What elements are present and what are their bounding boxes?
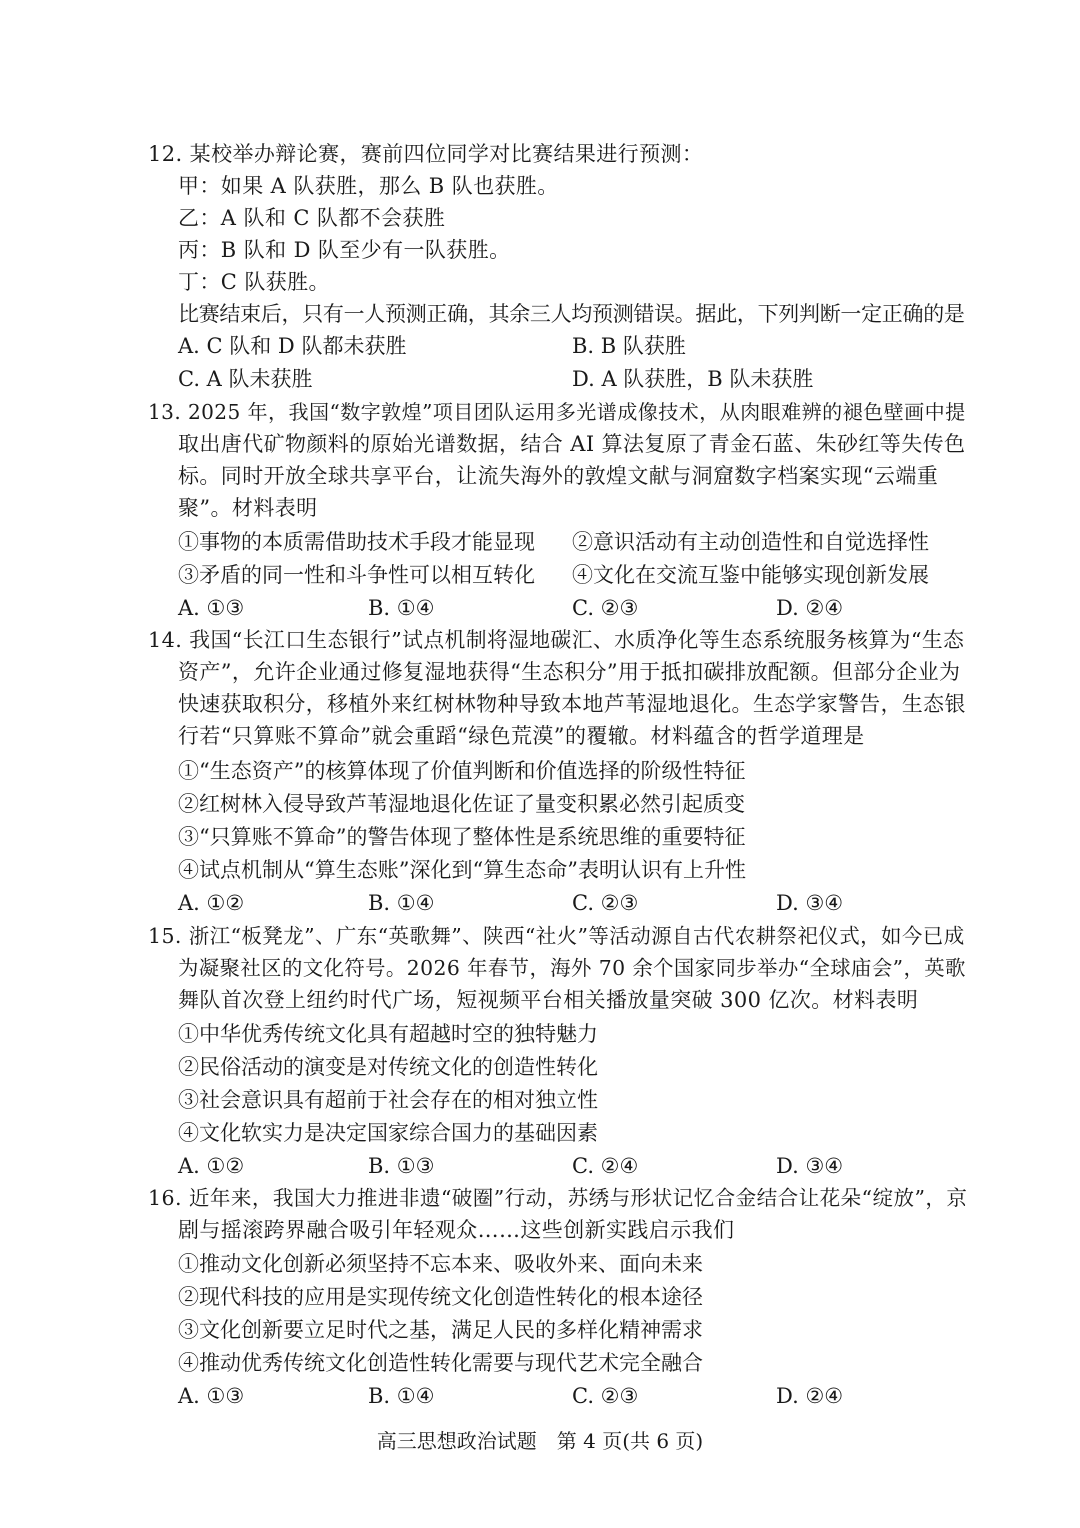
option-d: D. ③④ xyxy=(776,891,844,915)
question-stem-line: 行若“只算账不算命”就会重蹈“绿色荒漠”的覆辙。材料蕴含的哲学道理是 xyxy=(178,724,865,748)
question-stem-line: 剧与摇滚跨界融合吸引年轻观众……这些创新实践启示我们 xyxy=(178,1218,735,1242)
statement-4: ④试点机制从“算生态账”深化到“算生态命”表明认识有上升性 xyxy=(178,858,746,882)
option-b: B. ①④ xyxy=(368,1384,435,1408)
option-b: B. ①④ xyxy=(368,596,435,620)
page-footer: 高三思想政治试题 第 4 页(共 6 页) xyxy=(376,1429,704,1453)
statement-3: ③文化创新要立足时代之基，满足人民的多样化精神需求 xyxy=(178,1318,703,1342)
statement-4: ④推动优秀传统文化创造性转化需要与现代艺术完全融合 xyxy=(178,1351,703,1375)
statement-2: ②民俗活动的演变是对传统文化的创造性转化 xyxy=(178,1055,598,1079)
question-stem-line: 12. 某校举办辩论赛，赛前四位同学对比赛结果进行预测： xyxy=(148,142,704,166)
option-c: C. ②③ xyxy=(572,1384,639,1408)
option-c: C. ②③ xyxy=(572,891,639,915)
statement-1: ①事物的本质需借助技术手段才能显现 xyxy=(178,530,535,554)
statement-4: ④文化在交流互鉴中能够实现创新发展 xyxy=(572,563,929,587)
option-a: A. C 队和 D 队都未获胜 xyxy=(178,334,407,358)
question-stem-line: 16. 近年来，我国大力推进非遗“破圈”行动，苏绣与形状记忆合金结合让花朵“绽放”，京 xyxy=(148,1186,968,1210)
question-stem-line: 聚”。材料表明 xyxy=(178,496,318,520)
option-c: C. ②④ xyxy=(572,1154,639,1178)
question-stem-line: 为凝聚社区的文化符号。2026 年春节，海外 70 余个国家同步举办“全球庙会”，英歌 xyxy=(178,956,966,980)
option-c: C. ②③ xyxy=(572,596,639,620)
statement-3: ③社会意识具有超前于社会存在的相对独立性 xyxy=(178,1088,598,1112)
question-stem-line: 快速获取积分，移植外来红树林物种导致本地芦苇湿地退化。生态学家警告，生态银 xyxy=(178,692,966,716)
statement-1: ①推动文化创新必须坚持不忘本来、吸收外来、面向未来 xyxy=(178,1252,703,1276)
statement-1: ①中华优秀传统文化具有超越时空的独特魅力 xyxy=(178,1022,598,1046)
question-stem-line: 13. 2025 年，我国“数字敦煌”项目团队运用多光谱成像技术，从肉眼难辨的褪色壁画中提 xyxy=(148,400,966,424)
option-d: D. ②④ xyxy=(776,596,844,620)
option-a: A. ①② xyxy=(178,1154,245,1178)
option-d: D. ③④ xyxy=(776,1154,844,1178)
statement-1: ①“生态资产”的核算体现了价值判断和价值选择的阶级性特征 xyxy=(178,759,746,783)
option-d: D. ②④ xyxy=(776,1384,844,1408)
statement-2: ②现代科技的应用是实现传统文化创造性转化的根本途径 xyxy=(178,1285,703,1309)
question-stem-line: 舞队首次登上纽约时代广场，短视频平台相关播放量突破 300 亿次。材料表明 xyxy=(178,988,919,1012)
question-prompt: 比赛结束后，只有一人预测正确，其余三人均预测错误。据此，下列判断一定正确的是 xyxy=(178,302,965,326)
option-d: D. A 队获胜，B 队未获胜 xyxy=(572,367,814,391)
statement-2: ②红树林入侵导致芦苇湿地退化佐证了量变积累必然引起质变 xyxy=(178,792,745,816)
question-stem-line: 14. 我国“长江口生态银行”试点机制将湿地碳汇、水质净化等生态系统服务核算为“生态 xyxy=(148,628,965,652)
option-b: B. ①③ xyxy=(368,1154,435,1178)
option-c: C. A 队未获胜 xyxy=(178,367,313,391)
option-b: B. ①④ xyxy=(368,891,435,915)
prediction-bing: 丙：B 队和 D 队至少有一队获胜。 xyxy=(178,238,511,262)
option-b: B. B 队获胜 xyxy=(572,334,686,358)
option-a: A. ①③ xyxy=(178,1384,245,1408)
prediction-jia: 甲：如果 A 队获胜，那么 B 队也获胜。 xyxy=(178,174,559,198)
prediction-ding: 丁：C 队获胜。 xyxy=(178,270,330,294)
option-a: A. ①② xyxy=(178,891,245,915)
option-a: A. ①③ xyxy=(178,596,245,620)
question-stem-line: 取出唐代矿物颜料的原始光谱数据，结合 AI 算法复原了青金石蓝、朱砂红等失传色 xyxy=(178,432,966,456)
statement-3: ③“只算账不算命”的警告体现了整体性是系统思维的重要特征 xyxy=(178,825,746,849)
question-stem-line: 标。同时开放全球共享平台，让流失海外的敦煌文献与洞窟数字档案实现“云端重 xyxy=(178,464,939,488)
statement-4: ④文化软实力是决定国家综合国力的基础因素 xyxy=(178,1121,598,1145)
statement-2: ②意识活动有主动创造性和自觉选择性 xyxy=(572,530,929,554)
prediction-yi: 乙：A 队和 C 队都不会获胜 xyxy=(178,206,446,230)
question-stem-line: 资产”，允许企业通过修复湿地获得“生态积分”用于抵扣碳排放配额。但部分企业为 xyxy=(178,660,961,684)
statement-3: ③矛盾的同一性和斗争性可以相互转化 xyxy=(178,563,535,587)
question-stem-line: 15. 浙江“板凳龙”、广东“英歌舞”、陕西“社火”等活动源自古代农耕祭祀仪式，如今已成 xyxy=(148,924,965,948)
